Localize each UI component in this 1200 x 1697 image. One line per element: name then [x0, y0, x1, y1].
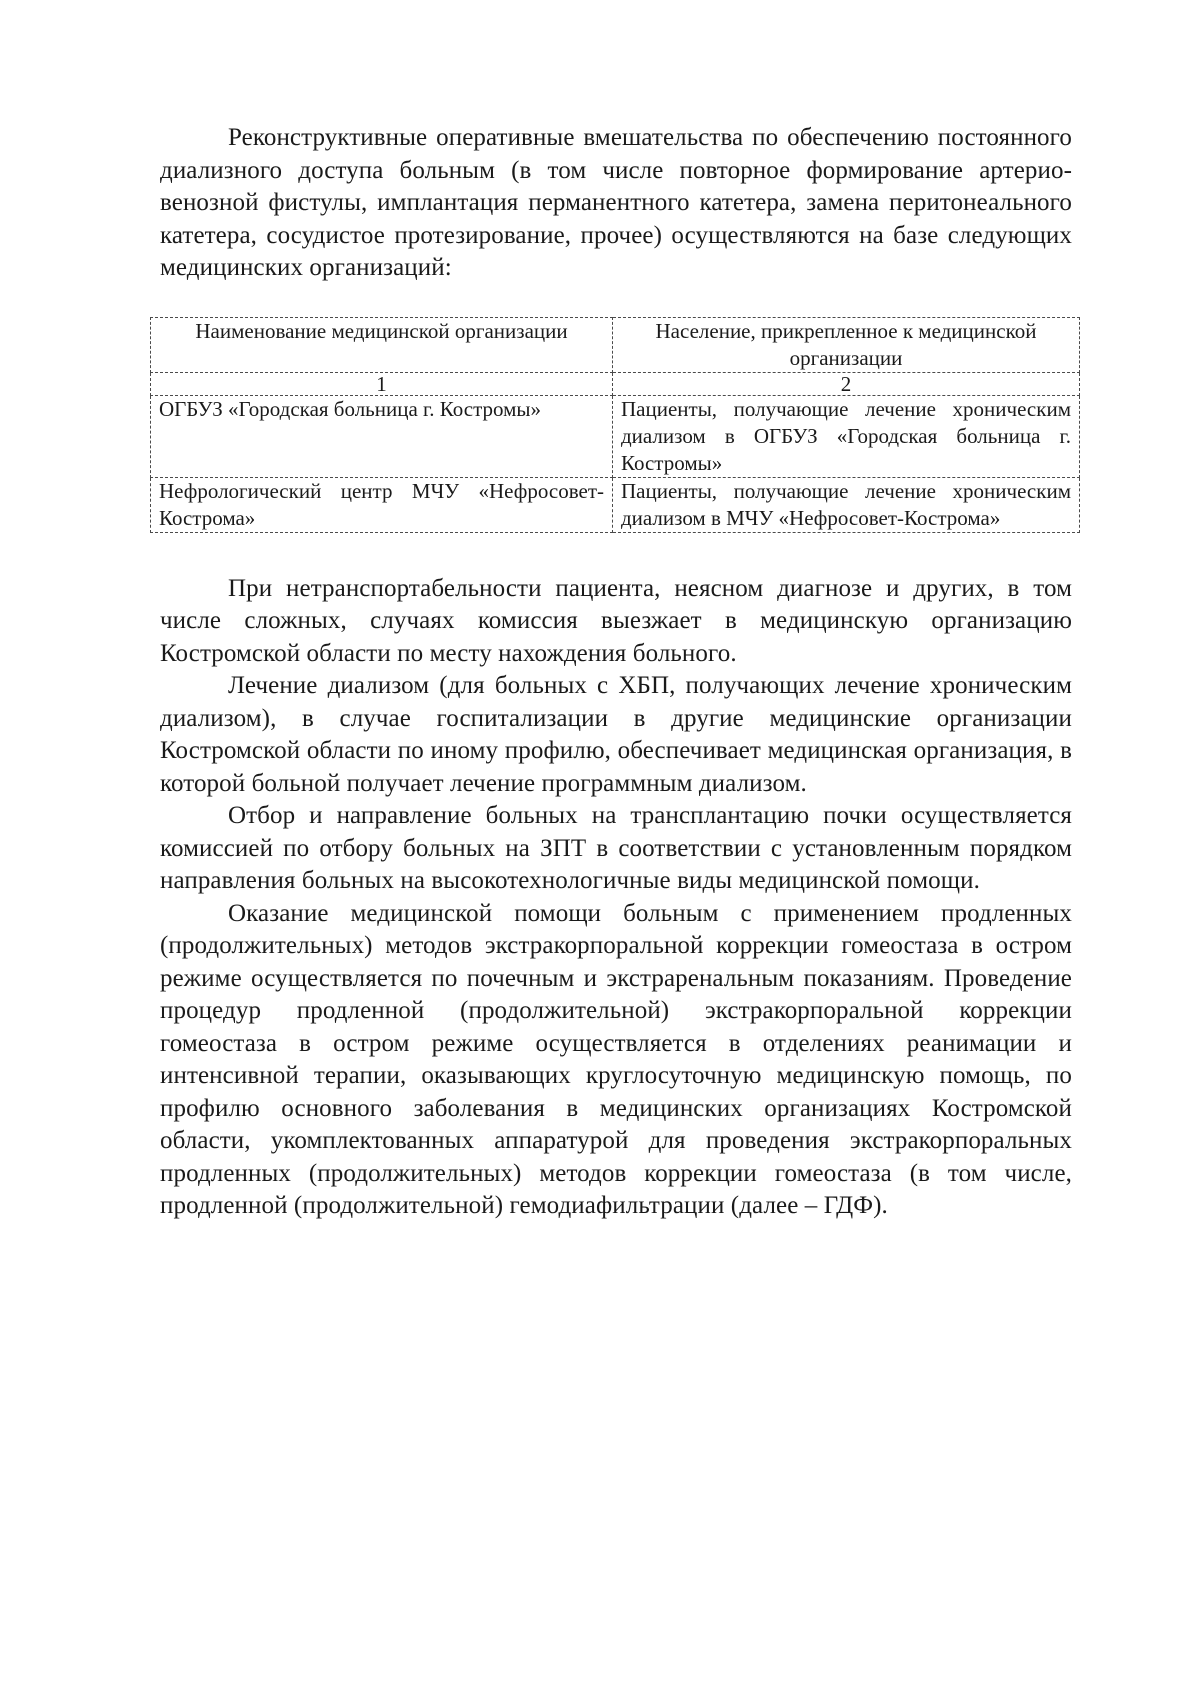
spacer — [160, 533, 1072, 573]
body-paragraph-commission: При нетранспортабельности пациента, неясном диагнозе и других, в том числе сложных, случаях комиссия выезжает в медицинскую организацию Костромской области по месту нахождения больного. — [160, 574, 1072, 667]
header-organization: Наименование медицинской организации — [151, 317, 613, 372]
organization-cell: ОГБУЗ «Городская больница г. Костромы» — [151, 395, 613, 477]
body-paragraph-dialysis: Лечение диализом (для больных с ХБП, получающих лечение хроническим диализом), в случае госпитализации в другие медицинские организации Костромской области по иному профилю, обеспечивает медицинская организация, в которой больной получает лечение программным диализом. — [160, 672, 1072, 797]
table-number-row — [151, 372, 1080, 395]
intro-paragraph: Реконструктивные оперативные вмешательства по обеспечению постоянного диализного доступа больным (в том числе повторное формирование артерио-венозной фистулы, имплантация перманентного катетера, замена перитонеального катетера, сосудистое протезирование, прочее) осуществляются на базе следующих медицинских организаций: — [160, 124, 1072, 281]
organizations-table — [150, 317, 1080, 533]
population-cell: Пациенты, получающие лечение хроническим диализом в МЧУ «Нефросовет-Кострома» — [613, 477, 1080, 532]
organizations-table-wrapper — [150, 317, 1080, 533]
table-row — [151, 395, 1080, 477]
table-row — [151, 477, 1080, 532]
header-population: Население, прикрепленное к медицинской организации — [613, 317, 1080, 372]
population-cell: Пациенты, получающие лечение хроническим диализом в ОГБУЗ «Городская больница г. Костромы» — [613, 395, 1080, 477]
organization-cell: Нефрологический центр МЧУ «Нефросовет-Кострома» — [151, 477, 613, 532]
document-page — [160, 122, 1072, 1223]
body-paragraph-extracorporeal: Оказание медицинской помощи больным с применением продленных (продолжительных) методов экстракорпоральной коррекции гомеостаза в остром режиме осуществляется по почечным и экстраренальным показаниям. Проведение процедур продленной (продолжительной) экстракорпоральной коррекции гомеостаза в остром режиме осуществляется в отделениях реанимации и интенсивной терапии, оказывающих круглосуточную медицинскую помощь, по профилю основного заболевания в медицинских организациях Костромской области, укомплектованных аппаратурой для проведения экстракорпоральных продленных (продолжительных) методов коррекции гомеостаза (в том числе, продленной (продолжительной) гемодиафильтрации (далее – ГДФ). — [160, 899, 1072, 1219]
column-number-1: 1 — [151, 372, 613, 395]
column-number-2: 2 — [613, 372, 1080, 395]
body-paragraph-transplant: Отбор и направление больных на трансплантацию почки осуществляется комиссией по отбору больных на ЗПТ в соответствии с установленным порядком направления больных на высокотехнологичные виды медицинской помощи. — [160, 802, 1072, 894]
table-header-row — [151, 317, 1080, 372]
